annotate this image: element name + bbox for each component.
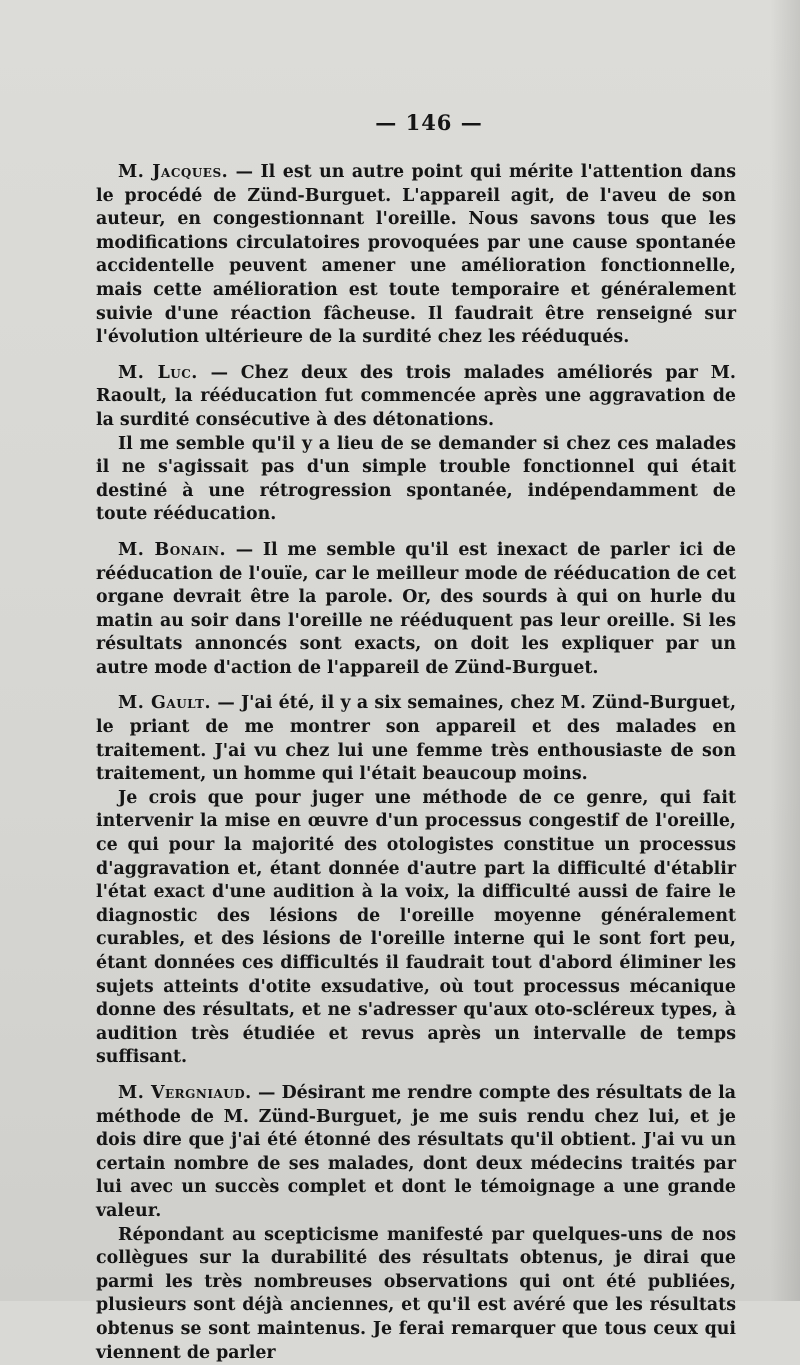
paragraph-text: — Désirant me rendre compte des résultats de la méthode de M. Zünd-Burguet, je me suis rendu chez lui, et je dois dire que j'ai été étonné des résultats qu'il obtient. J'ai vu un certain nombre de ses malades, dont deux médecins traités par lui avec un succès complet et dont le témoignage a une grande valeur. [96, 1082, 737, 1221]
speaker-name: M. Luc. [118, 362, 198, 383]
paragraph-vergniaud-continued [96, 1224, 736, 1365]
paragraph-text: — J'ai été, il y a six semaines, chez M. Zünd-Burguet, le priant de me montrer son appareil et des malades en traitement. J'ai vu chez lui une femme très enthousiaste de son traitement, un homme qui l'était beaucoup moins. [96, 693, 736, 785]
paragraph-luc-continued [96, 433, 736, 527]
page-number: — 146 — [375, 110, 483, 135]
paragraph-text: Je crois que pour juger une méthode de ce genre, qui fait intervenir la mise en œuvre d'un processus congestif de l'oreille, ce qui pour la majorité des otologistes constitue un processus d'aggravation et, étant donnée d'autre part la difficulté d'établir l'état exact d'une audition à la voix, la difficulté aussi de faire le diagnostic des lésions de l'oreille moyenne généralement curables, et des lésions de l'oreille interne qui le sont fort peu, étant données ces difficultés il faudrait tout d'abord éliminer les sujets atteints d'otite exsudative, où tout processus mécanique donne des résultats, et ne s'adresser qu'aux oto-scléreux types, à audition très étudiée et revus après un intervalle de temps suffisant. [96, 787, 736, 1068]
paragraph-gault-continued [96, 787, 736, 1070]
speaker-name: M. Gault. [118, 693, 212, 714]
paragraph-text: — Il est un autre point qui mérite l'attention dans le procédé de Zünd-Burguet. L'appareil agit, de l'aveu de son auteur, en congestionnant l'oreille. Nous savons tous que les modifications circulatoires provoquées par une cause spontanée accidentelle peuvent amener une amélioration fonctionnelle, mais cette amélioration est toute temporaire et généralement suivie d'une réaction fâcheuse. Il faudrait être renseigné sur l'évolution ultérieure de la surdité chez les rééduqués. [96, 162, 737, 348]
paragraph-text: — Il me semble qu'il est inexact de parler ici de rééducation de l'ouïe, car le meilleur mode de rééducation de cet organe devrait être la parole. Or, des sourds à qui on hurle du matin au soir dans l'oreille ne rééduquent pas leur oreille. Si les résultats annoncés sont exacts, on doit les expliquer par un autre mode d'action de l'appareil de Zünd-Burguet. [96, 539, 736, 678]
paragraph-vergniaud [96, 1082, 736, 1224]
speaker-name: M. Bonain. [118, 539, 227, 560]
paragraph-text: — Chez deux des trois malades améliorés par M. Raoult, la rééducation fut commencée après une aggravation de la surdité consécutive à des détonations. [96, 362, 736, 430]
speaker-name: M. Jacques. [118, 162, 229, 182]
paragraph-text: Il me semble qu'il y a lieu de se demander si chez ces malades il ne s'agissait pas d'un simple trouble fonctionnel qui était destiné à une rétrogression spontanée, indépendamment de toute rééducation. [96, 433, 736, 525]
paragraph-gault [96, 692, 736, 786]
paragraph-luc [96, 362, 736, 433]
speaker-name: M. Vergniaud. [118, 1082, 252, 1103]
paragraph-bonain [96, 539, 736, 681]
paragraph-text: Répondant au scepticisme manifesté par quelques-uns de nos collègues sur la durabilité des résultats obtenus, je dirai que parmi les très nombreuses observations qui ont été publiées, plusieurs sont déjà anciennes, et qu'il est avéré que les résultats obtenus se sont maintenus. Je ferai remarquer que tous ceux qui viennent de parler [96, 1224, 736, 1363]
paragraph-jacques [96, 161, 736, 350]
